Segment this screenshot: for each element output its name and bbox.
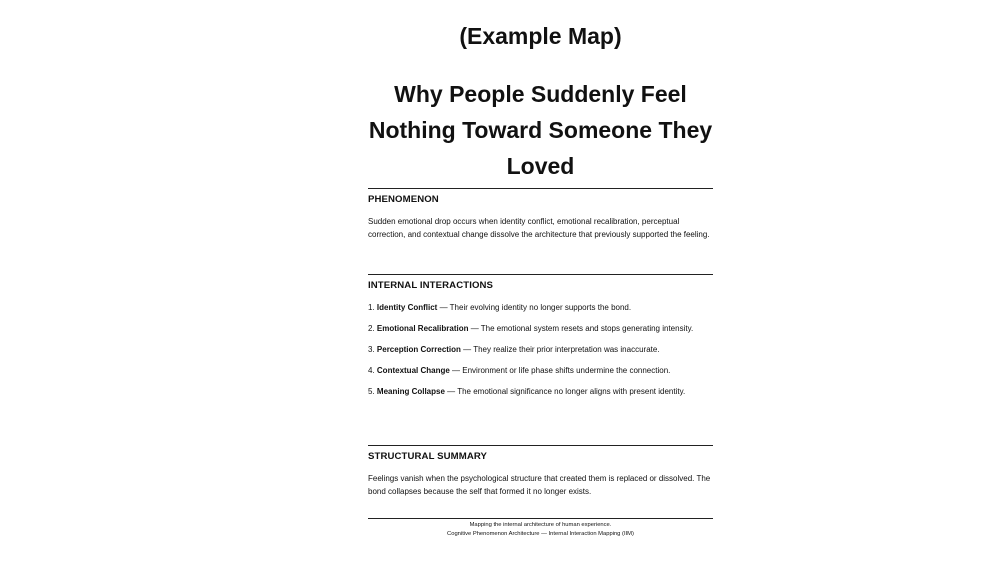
item-number: 4.: [368, 366, 375, 375]
page-title: [328, 76, 753, 184]
structural-summary-section: [368, 445, 713, 498]
item-number: 3.: [368, 345, 375, 354]
list-item: [368, 343, 713, 356]
item-number: 1.: [368, 303, 375, 312]
title-line-1: Why People Suddenly Feel: [394, 81, 687, 107]
list-item: [368, 301, 713, 314]
list-item: [368, 364, 713, 377]
list-item: [368, 322, 713, 335]
phenomenon-text: Sudden emotional drop occurs when identity conflict, emotional recalibration, perceptual correction, and contextual change dissolve the architecture that previously supported the feeling.: [368, 217, 710, 239]
item-desc: — The emotional system resets and stops generating intensity.: [468, 324, 694, 333]
item-term: Contextual Change: [376, 366, 450, 375]
item-term: Emotional Recalibration: [376, 324, 469, 333]
item-desc: — Environment or life phase shifts undermine the connection.: [449, 366, 671, 375]
page-subtitle: (Example Map): [459, 23, 622, 49]
internal-interactions-section: [368, 274, 713, 406]
phenomenon-section: [368, 188, 713, 241]
phenomenon-heading: PHENOMENON: [368, 194, 439, 205]
internal-interactions-heading: INTERNAL INTERACTIONS: [368, 280, 494, 291]
item-term: Identity Conflict: [376, 303, 438, 312]
footer-line-1: Mapping the internal architecture of human experience.: [469, 522, 612, 528]
list-item: [368, 385, 713, 398]
item-desc: — They realize their prior interpretation was inaccurate.: [460, 345, 660, 354]
structural-summary-text: Feelings vanish when the psychological structure that created them is replaced or dissolved. The bond collapses because the self that formed it no longer exists.: [368, 474, 711, 496]
interactions-list: [368, 301, 713, 398]
item-number: 2.: [368, 324, 375, 333]
title-line-2: Nothing Toward Someone They: [368, 117, 713, 143]
title-line-3: Loved: [506, 153, 575, 179]
page-footer: [368, 518, 713, 539]
structural-summary-heading: STRUCTURAL SUMMARY: [368, 451, 488, 462]
item-desc: — The emotional significance no longer aligns with present identity.: [444, 387, 686, 396]
footer-line-2: Cognitive Phenomenon Architecture — Internal Interaction Mapping (IIM): [447, 531, 634, 537]
item-term: Perception Correction: [376, 345, 461, 354]
item-desc: — Their evolving identity no longer supports the bond.: [437, 303, 632, 312]
item-term: Meaning Collapse: [376, 387, 445, 396]
item-number: 5.: [368, 387, 375, 396]
